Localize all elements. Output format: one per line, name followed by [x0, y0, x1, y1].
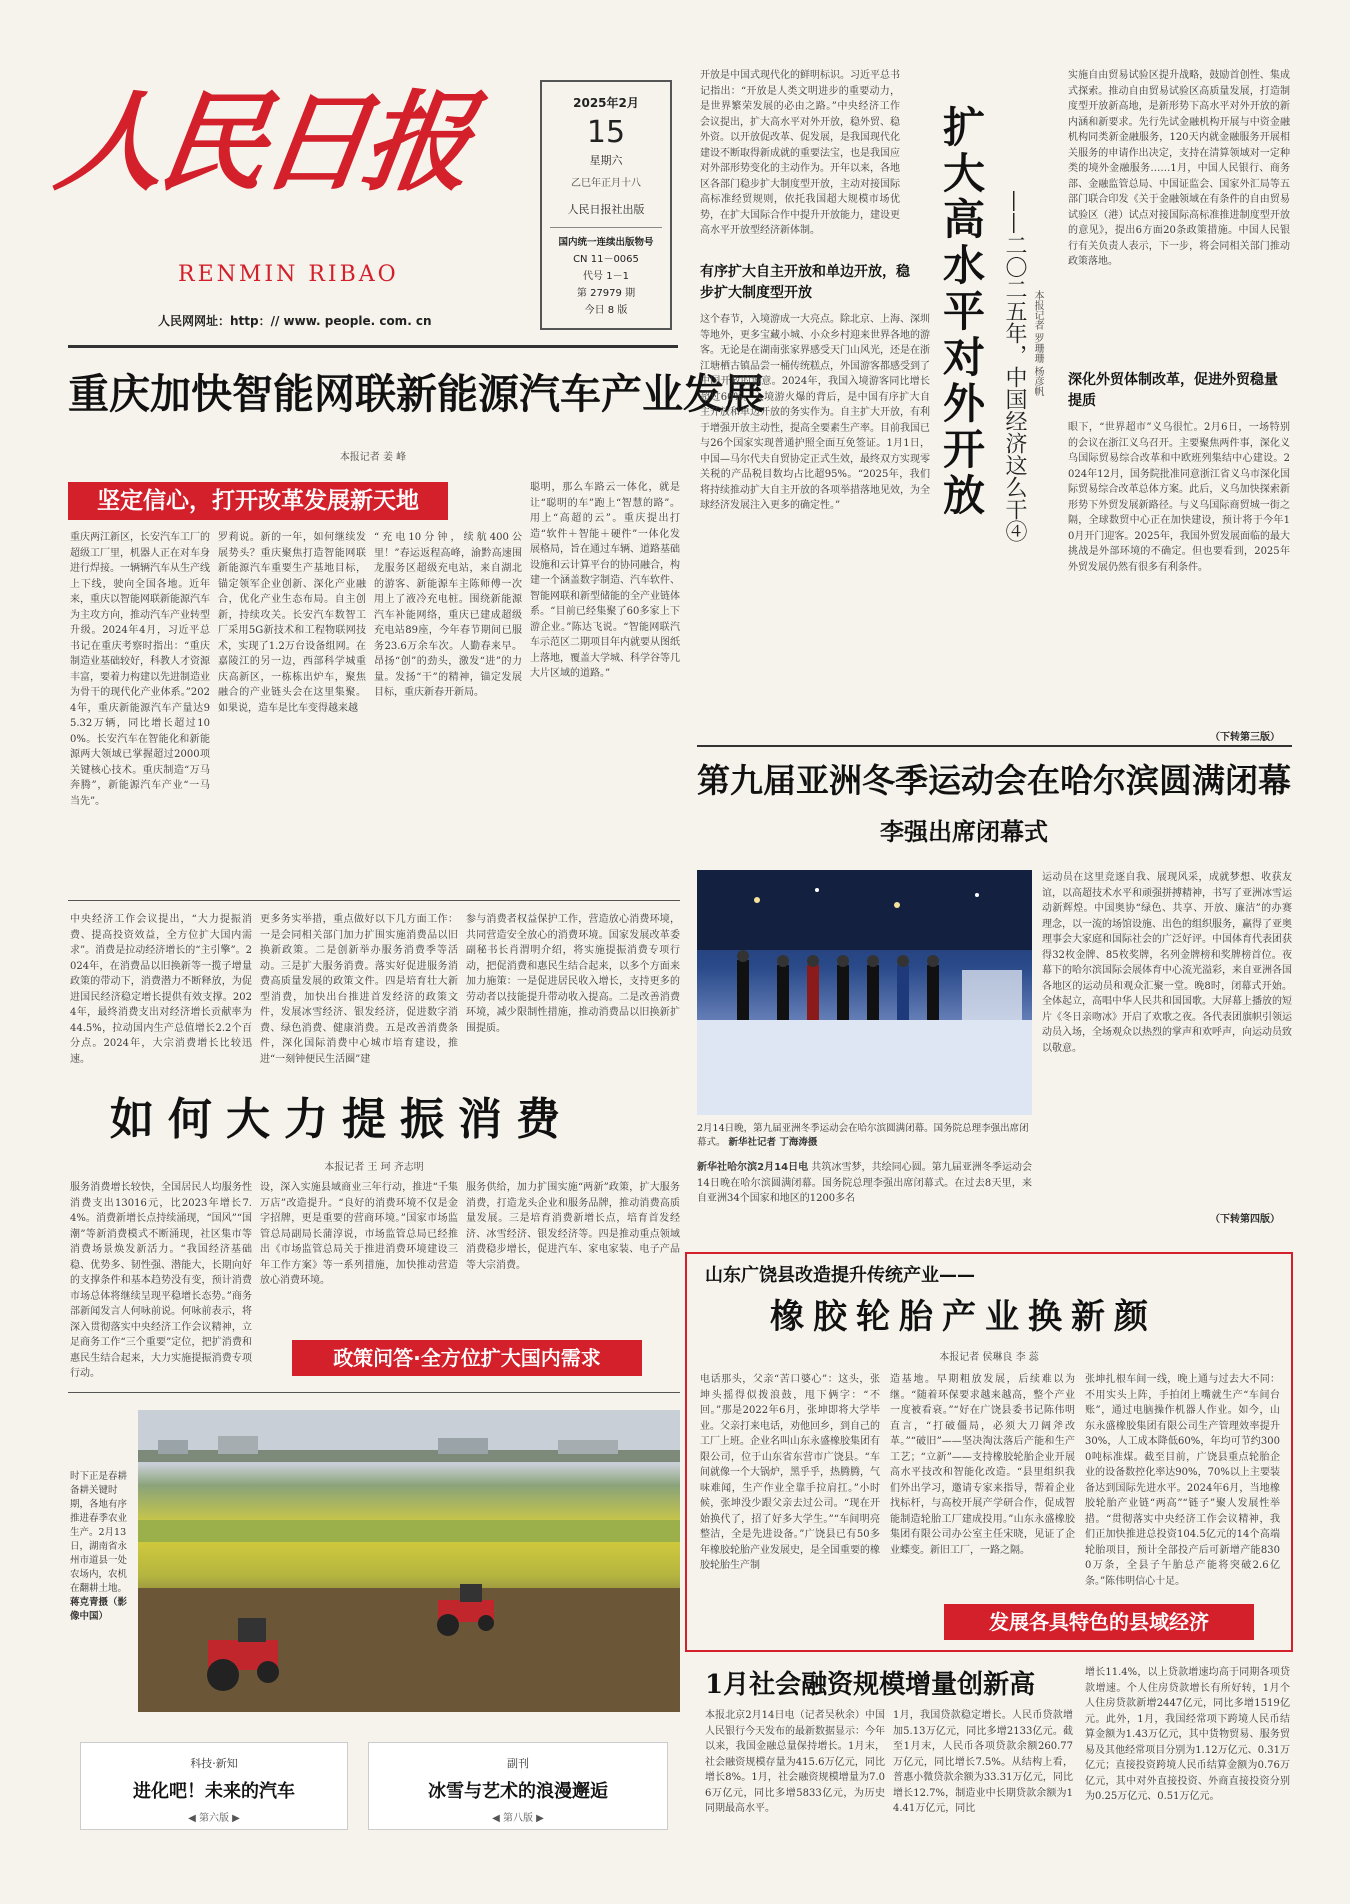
lead-headline[interactable]: 重庆加快智能网联新能源汽车产业发展 — [68, 370, 765, 418]
vertical-series: ——二〇二五年，中国经济这么干④ — [1002, 190, 1027, 542]
lead-col-3: 罗莉说。新的一年，如何继续发展势头？重庆聚焦打造智能网联新能源汽车重要生产基地目标，锚定领军企业创新、深化产业融合，优化产业生态布局。自主创新，持续攻关。长安汽车数智工厂采用5G新技术和工程物联网技术，实现了1.2万台设备组网。在嘉陵江的另一边，西部科学城重庆高新区，一栋栋出炉车，聚焦融合的产业链头会在这里集聚。如果说，造车是比车变得越来越 — [218, 532, 366, 714]
issue-number: 第 27979 期 — [576, 288, 636, 299]
finance-col-2: 1月，我国贷款稳定增长。人民币贷款增加5.13万亿元，同比多增2133亿元。截至1月末，人民币各项贷款余额260.77万亿元，同比增长7.5%。从结构上看，普惠小微贷款余额为33.31万亿元，同比增长12.7%，制造业中长期贷款余额为14.41万亿元，同比 — [893, 1710, 1073, 1814]
consume-headline[interactable]: 如何大力提振消费 — [110, 1094, 574, 1145]
shandong-col-1: 电话那头，父亲“苦口婆心”：这头，张坤头摇得似拨浪鼓，甩下俩字：“不回。”那是2022年6月，张坤即将大学毕业。父亲打来电话，劝他回乡，到自己的工厂上班。企业名叫山东永盛橡胶集团有限公司，位于山东省东营市广饶县。“车间就像一个大锅炉，黑乎乎，热腾腾，气味难闻，生产作业全靠手拉肩扛。”小时候，张坤没少跟父亲去过公司。“现在开始换代了，招了好多大学生。”“车间明亮整洁，全是先进设备。”广饶县已有50多年橡胶轮胎产业发展史，是全国重要的橡胶轮胎生产制 — [700, 1374, 880, 1571]
lead-col-4: “充电10分钟，续航400公里！”春运返程高峰，渝黔高速围龙服务区超级充电站，来自湖北的游客、新能源车主陈师傅一次用上了液冷充电桩。围绕新能源汽车补能网络，重庆已建成超级充电站89座，今年春节期间已服务23.6万余车次。人勤春来早。昂扬“创”的劲头，激发“进”的力量。发扬“干”的精神，锚定发展目标，重庆新春开新局。 — [374, 532, 522, 698]
asian-dateline: 新华社哈尔滨2月14日电 — [697, 1162, 809, 1173]
right-subhead[interactable]: 深化外贸体制改革，促进外贸稳量提质 — [1068, 372, 1278, 409]
farm-caption-text: 时下正是春耕备耕关键时期，各地有序推进春季农业生产。2月13日，湖南省永州市道县一处农场内，农机在翻耕土地。 — [70, 1471, 128, 1594]
shandong-banner: 发展各具特色的县域经济 — [944, 1604, 1254, 1640]
issue-publisher: 人民日报社出版 — [567, 203, 645, 216]
masthead-logo — [49, 68, 475, 233]
finance-col-1: 本报北京2月14日电（记者吴秋余）中国人民银行今天发布的最新数据显示：今年以来，我国金融总量保持增长。1月末，社会融资规模存量为415.6万亿元，同比增长8%。1月，社会融资规模增量为7.06万亿元，同比多增5833亿元，为历史同期最高水平。 — [705, 1710, 885, 1814]
asian-headline[interactable]: 第九届亚洲冬季运动会在哈尔滨圆满闭幕 — [697, 761, 1291, 800]
lead-col-2: 聪明，那么车路云一体化，就是让“聪明的车”跑上“智慧的路”。用上“高超的云”。重庆提出打造“软件＋智能＋硬件”一体化发展格局，旨在通过车辆、道路基础设施和云计算平台的协同融合，构建一个涵盖数字制造、汽车软件、智能网联和新型储能的全产业链体系。“目前已经集聚了60多家上下游企业。”陈达飞说。“智能网联汽车示范区二期项目年内就要从图纸上落地，覆盖大学城、科学谷等几大片区域的道路。” — [530, 482, 680, 679]
asian-more[interactable]: （下转第四版） — [1210, 1214, 1280, 1225]
consume-banner: 政策问答·全方位扩大国内需求 — [292, 1340, 642, 1376]
issue-code: 代号 1－1 — [583, 271, 629, 282]
section-rule-2 — [697, 745, 1292, 747]
promo-supplement-page: ◀ 第八版 ▶ — [492, 1813, 544, 1824]
consume-col-3: 参与消费者权益保护工作，营造放心消费环境，共同营造安全放心的消费环境。国家发展改革委副秘书长肖渭明介绍，将实施提振消费专项行动，把促消费和惠民生结合起来，以多个方面来加力施策：一是促进居民收入增长，支持更多的劳动者以技能提升带动收入提高。二是改善消费环境，减少限制性措施，推动消费品以旧换新扩围提质。 — [466, 914, 680, 1034]
logo-text: 人民日报 — [49, 80, 475, 206]
finance-headline[interactable]: 1月社会融资规模增量创新高 — [705, 1670, 1036, 1700]
issue-pages: 今日 8 版 — [584, 305, 628, 316]
asian-caption-text: 2月14日晚，第九届亚洲冬季运动会在哈尔滨圆满闭幕。国务院总理李强出席闭幕式。 — [697, 1123, 1029, 1148]
asian-lede-text: 共筑冰雪梦，共绘同心圆。第九届亚洲冬季运动会14日晚在哈尔滨圆满闭幕。国务院总理李强出席闭幕式。在过去8天里，来自亚洲34个国家和地区的1200多名 — [697, 1162, 1032, 1204]
shandong-headline[interactable]: 橡胶轮胎产业换新颜 — [770, 1297, 1157, 1337]
promo-tech-kicker: 科技·新知 — [190, 1757, 238, 1770]
right-more[interactable]: （下转第三版） — [1210, 732, 1280, 743]
right-body: 眼下，“世界超市”义乌很忙。2月6日，一场特别的会议在浙江义乌召开。主要聚焦两件事，深化义乌国际贸易综合改革和中欧班列集结中心建设。2024年12月，国务院批准同意浙江省义乌市深化国际贸易综合改革总体方案。此后，义乌加快探索新形势下外贸发展新路径。与义乌国际商贸城一街之隔，全球数贸中心正在加快建设，预计将于今年10月开门迎客。2025年，我国外贸发展面临的最大挑战是外部环境的不确定。但也要看到，2025年外贸发展仍然有很多有利条件。 — [1068, 422, 1290, 573]
promo-supplement[interactable] — [368, 1742, 668, 1830]
farm-caption-credit: 蒋克青摄（影像中国） — [70, 1597, 128, 1622]
ceremony-scene — [697, 870, 1032, 1115]
masthead-pinyin: RENMIN RIBAO — [178, 262, 399, 287]
issue-cn: CN 11－0065 — [573, 254, 639, 265]
website[interactable]: 人民网网址：http：// www. people. com. cn — [158, 314, 432, 328]
promo-tech[interactable] — [80, 1742, 348, 1830]
promo-supplement-kicker: 副刊 — [507, 1757, 529, 1770]
asian-lede — [697, 1160, 1032, 1220]
consume-col-5: 设，深入实施县域商业三年行动，推进“千集万店”改造提升。“良好的消费环境不仅是金字招牌，更是重要的营商环境。”国家市场监管总局副局长蒲淳说，市场监管总局已经推出《市场监管总局关于推进消费环境建设三年工作方案》等一系列措施，加快推动营造放心消费环境。 — [260, 1182, 458, 1286]
lead-col-1: 重庆两江新区，长安汽车工厂的超级工厂里，机器人正在对车身进行焊接。一辆辆汽车从生产线上下线，驶向全国各地。近年来，重庆以智能网联新能源汽车为主攻方向，推动汽车产业转型升级。2024年4月，习近平总书记在重庆考察时指出：“重庆制造业基础较好，科教人才资源丰富，要着力构建以先进制造业为骨干的现代化产业体系。”2024年，重庆新能源汽车产量达95.32万辆，同比增长超过100%。长安汽车在智能化和新能源两大领域已掌握超过2000项关键核心技术。重庆制造“万马奔腾”，新能源汽车产业“一马当先”。 — [70, 532, 210, 807]
promo-tech-title: 进化吧！未来的汽车 — [133, 1781, 295, 1802]
asian-games-photo[interactable] — [697, 870, 1032, 1115]
farm-photo[interactable] — [138, 1410, 680, 1712]
asian-photo-caption — [697, 1122, 1032, 1150]
farm-caption — [70, 1470, 130, 1624]
issue-box — [540, 80, 672, 330]
consume-col-4: 服务消费增长较快，全国居民人均服务性消费支出13016元，比2023年增长7.4%。消费新增长点持续涌现，“国风”“国潮”等新消费模式不断涌现，社区集市等消费场景焕发新活力。“我国经济基础稳、优势多、韧性强、潜能大，长期向好的支撑条件和基本趋势没有变，预计消费市场总体将继续呈现平稳增长态势。”商务部新闻发言人何咏前说。何咏前表示，将深入贯彻落实中央经济工作会议精神，立足商务工作“三个重要”定位，把扩消费和惠民生结合起来，大力实施提振消费专项行动。 — [70, 1182, 252, 1379]
consume-col-6: 服务供给，加力扩围实施“两新”政策，扩大服务消费，打造龙头企业和服务品牌，推动消费高质量发展。三是培育消费新增长点，培育首发经济、冰雪经济、银发经济等。四是推动重点领域消费稳步增长，促进汽车、家电家装、电子产品等大宗消费。 — [466, 1182, 680, 1271]
shandong-byline: 本报记者 侯琳良 李 蕊 — [939, 1352, 1039, 1363]
section-rule-1 — [68, 900, 680, 901]
farm-scene — [138, 1410, 680, 1712]
lead-banner: 坚定信心，打开改革发展新天地 — [68, 482, 448, 520]
consume-col-2: 更多务实举措，重点做好以下几方面工作：一是会同相关部门加力扩围实施消费品以旧换新政策。二是创新举办服务消费季等活动。三是扩大服务消费。落实好促进服务消费高质量发展的政策文件。四是培育壮大新型消费，加快出台推进首发经济的政策文件，发展冰雪经济、银发经济，促进数字消费、绿色消费、健康消费。五是改善消费条件，深化国际消费中心城市培育建设，推进“一刻钟便民生活圈”建 — [260, 914, 458, 1065]
consume-byline: 本报记者 王 珂 齐志明 — [324, 1162, 424, 1173]
finance-col-3: 增长11.4%，以上贷款增速均高于同期各项贷款增速。个人住房贷款增长有所好转，1月个人住房贷款新增2447亿元，同比多增1519亿元。此外，1月，我国经常项下跨境人民币结算金额为1.43万亿元，其中货物贸易、服务贸易及其他经常项目分别为1.12万亿元、0.31万亿元；直接投资跨境人民币结算金额为0.76万亿元，其中对外直接投资、外商直接投资分别为0.25万亿元、0.51万亿元。 — [1085, 1667, 1290, 1802]
consume-col-1: 中央经济工作会议提出，“大力提振消费、提高投资效益，全方位扩大国内需求”。消费是拉动经济增长的“主引擎”。2024年，在消费品以旧换新等一揽子增量政策的带动下，消费潜力不断释放，为促进国民经济稳定增长提供有效支撑。2024年，最终消费支出对经济增长贡献率为44.5%，拉动国内生产总值增长2.2个百分点。2024年，大宗消费增长比较迅速。 — [70, 914, 252, 1065]
asian-body: 运动员在这里竞逐自我、展现风采，成就梦想、收获友谊，以高超技术水平和顽强拼搏精神，书写了亚洲冰雪运动新辉煌。中国奥协“绿色、共享、开放、廉洁”的办赛理念，以一流的场馆设施、出色的组织服务，赢得了亚奥理事会大家庭和国际社会的广泛好评。中国体育代表团获得32枚金牌、85枚奖牌，名列金牌榜和奖牌榜首位。夜幕下的哈尔滨国际会展体育中心流光溢彩，来自亚洲各国各地区的运动员和观众汇聚一堂。晚8时，闭幕式开始。全体起立，高唱中华人民共和国国歌。大屏幕上播放的短片《冬日亲吻冰》开启了欢歌之夜。各代表团旗帜引领运动员入场，全场观众以热烈的掌声和欢呼声，向运动员致以敬意。 — [1042, 872, 1292, 1054]
lead-byline: 本报记者 姜 峰 — [339, 452, 407, 463]
open-subhead[interactable]: 有序扩大自主开放和单边开放，稳步扩大制度型开放 — [700, 264, 910, 301]
open-body: 这个春节，入境游成一大亮点。除北京、上海、深圳等地外，更多宝藏小城、小众乡村迎来世界各地的游客。无论是在湖南张家界感受天门山风光，还是在浙江塘栖古镇品尝一桶传统糕点，外国游客都感受到了中国开放的诚意。2024年，我国入境游客同比增长超过60%。入境游火爆的背后，是中国有序扩大自主开放和单边开放的务实作为。自主扩大开放，有利于增强开放主动性，提高全要素生产率。目前我国已与26个国家实现普通护照全面互免签证。1月1日，中国—马尔代夫自贸协定正式生效，最终双方实现零关税的产品税目数均占比超95%。“2025年，我们将持续推动扩大自主开放的各项举措落地见效，为全球经济发展注入更多的确定性。” — [700, 314, 930, 511]
vertical-byline: 本报记者 罗珊珊 杨彦帆 — [1032, 290, 1043, 397]
vertical-title[interactable]: 扩大高水平对外开放 — [937, 105, 986, 519]
open-intro: 开放是中国式现代化的鲜明标识。习近平总书记指出：“开放是人类文明进步的重要动力，是世界繁荣发展的必由之路。”中央经济工作会议提出，扩大高水平对外开放，稳外贸、稳外资。以开放促改革、促发展，是我国现代化建设不断取得新成就的重要法宝，也是我国应对外部形势变化的主动作为。开年以来，各地区各部门稳步扩大制度型开放，主动对接国际高标准经贸规则，依托我国超大规模市场优势，在扩大国际合作中提升开放能力，建设更高水平开放型经济新体制。 — [700, 70, 900, 236]
promo-tech-page: ◀ 第六版 ▶ — [188, 1813, 240, 1824]
issue-date: 2025年2月 — [573, 96, 639, 110]
issue-issn: 国内统一连续出版物号 — [558, 237, 654, 248]
shandong-kicker: 山东广饶县改造提升传统产业—— — [705, 1265, 975, 1286]
asian-subhead: 李强出席闭幕式 — [880, 818, 1048, 846]
asian-caption-credit: 新华社记者 丁海涛摄 — [728, 1137, 818, 1148]
issue-day: 15 — [586, 115, 626, 150]
issue-weekday: 星期六 — [589, 154, 623, 167]
section-rule-3 — [68, 1392, 680, 1393]
promo-supplement-title: 冰雪与艺术的浪漫邂逅 — [428, 1781, 608, 1802]
masthead-rule — [68, 345, 678, 348]
issue-lunar: 乙巳年正月十八 — [571, 178, 641, 189]
shandong-col-2: 造基地。早期粗放发展，后续难以为继。“随着环保要求越来越高，整个产业一度被看衰。”“好在广饶县委书记陈伟明直言，“打破僵局，必须大刀阔斧改革。”“破旧”——坚决淘汰落后产能和生产工艺；“立新”——支持橡胶轮胎企业开展高水平技改和智能化改造。“县里组织我们外出学习，邀请专家来指导，帮着企业找标杆，与高校开展产学研合作，促成智能制造轮胎工厂建成投用。”山东永盛橡胶集团有限公司办公室主任宋晓，见证了企业蝶变。新旧工厂，一路之隔。 — [890, 1374, 1075, 1556]
right-intro: 实施自由贸易试验区提升战略，鼓励首创性、集成式探索。推动自由贸易试验区高质量发展，打造制度型开放新高地，是新形势下高水平对外开放的新内涵和新要求。先行先试金融机构开展与中资金融机构同类新金融服务，120天内就金融服务开展相关服务的申请作出决定，支持在清算领域对一定种类的境外金融服务……1月，中国人民银行、商务部、金融监管总局、中国证监会、国家外汇局等五部门联合印发《关于金融领域在有条件的自由贸易试验区（港）试点对接国际高标准推进制度型开放的意见》，提出6方面20条政策措施。中国人民银行有关负责人表示，下一步，将会同相关部门推动政策落地。 — [1068, 70, 1290, 267]
shandong-col-3: 张坤扎根车间一线，晚上通与过去大不同：不用实头上阵，手拍闭上嘴就生产“车间台账”，通过电脑操作机器人作业。如今，山东永盛橡胶集团有限公司生产管理效率提升30%，人工成本降低60%，年均可节约3000吨标准煤。截至目前，广饶县重点轮胎企业的设备数控化率达90%，70%以上主要装备达到国际先进水平。2024年6月，当地橡胶轮胎产业链“两高”“链子”聚人发展性举措。“贯彻落实中央经济工作会议精神，我们正加快推进总投资104.5亿元的14个高端轮胎项目，预计全部投产后可新增产能8300万条，全县子午胎总产能将突破2.6亿条。”陈伟明信心十足。 — [1085, 1374, 1280, 1587]
